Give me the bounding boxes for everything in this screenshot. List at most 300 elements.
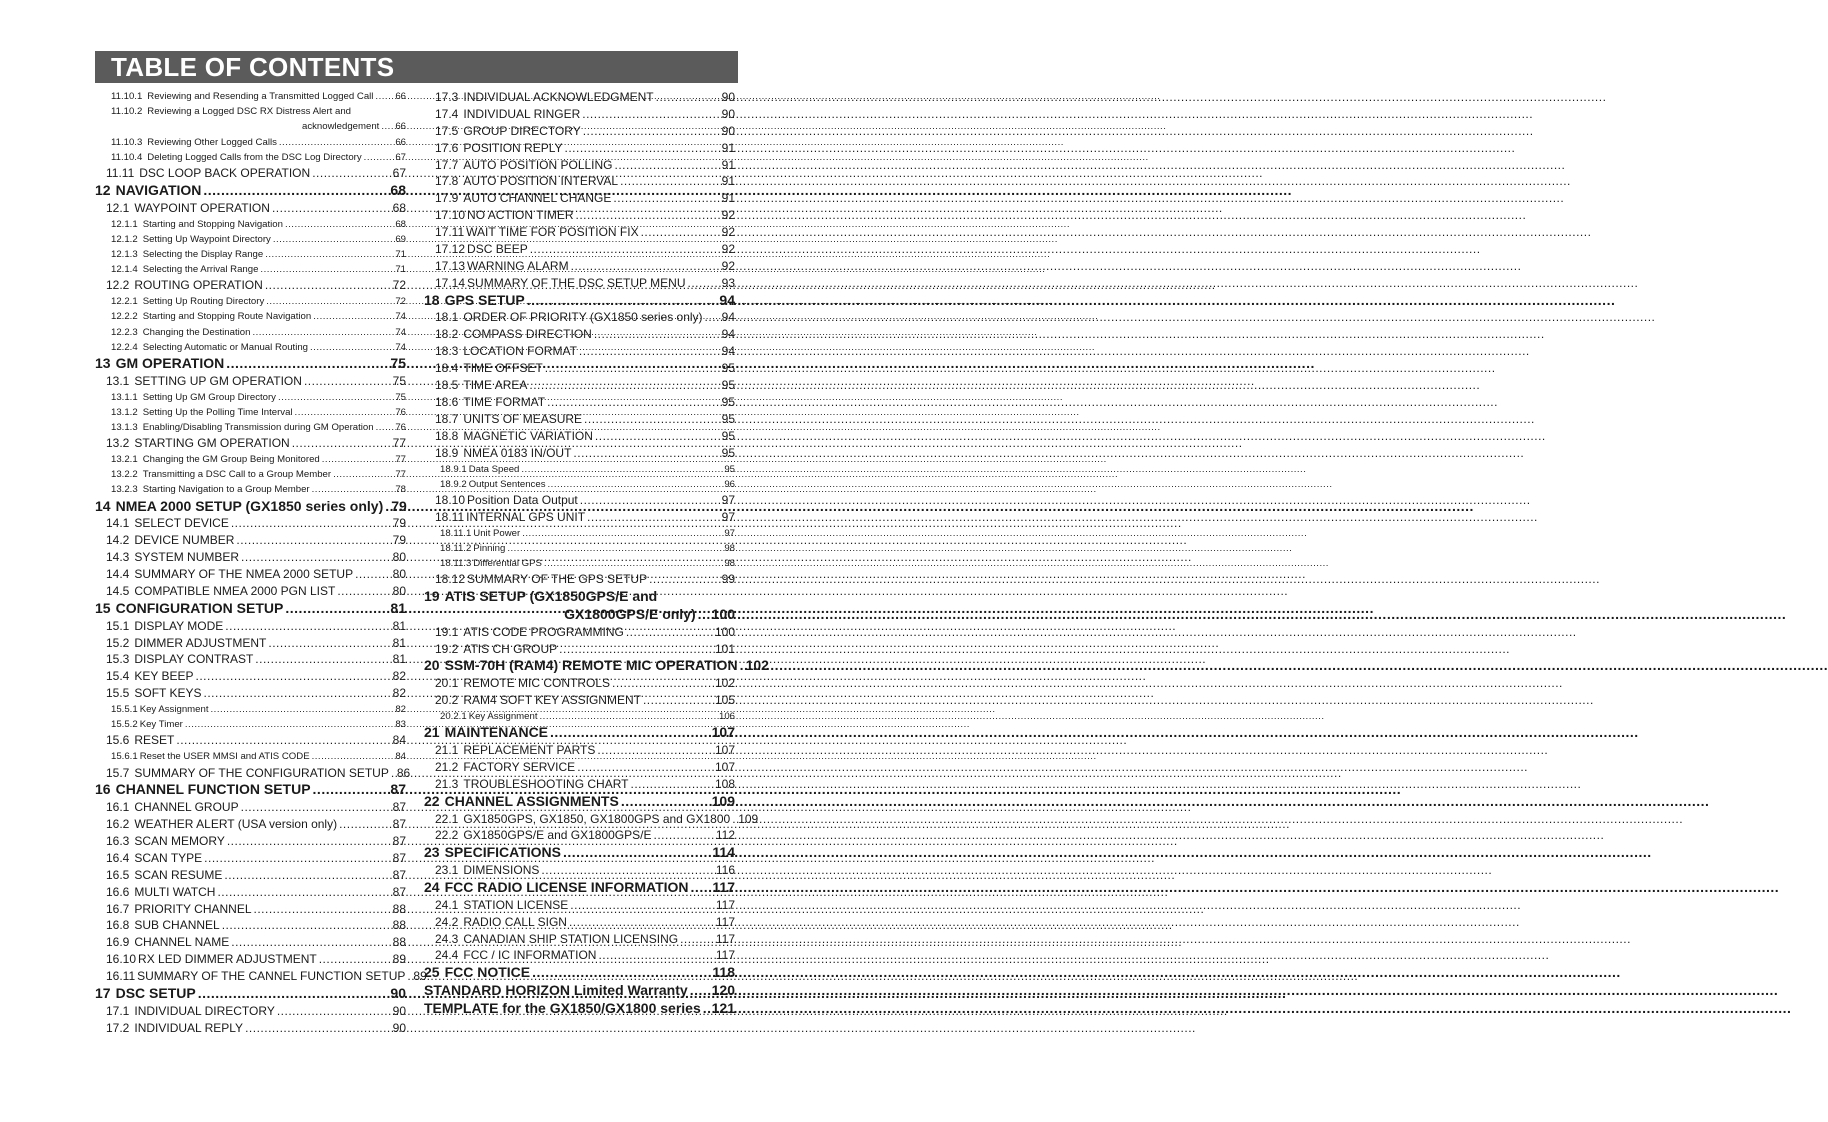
toc-entry-24-1[interactable] xyxy=(424,897,735,914)
toc-entry-number: 20 xyxy=(424,657,440,674)
toc-entry-16-10[interactable] xyxy=(95,951,406,968)
toc-entry-16-6[interactable] xyxy=(95,884,406,901)
toc-entry-title: FCC NOTICE xyxy=(444,964,531,981)
toc-entry-number: 12.1.3 xyxy=(111,248,138,260)
toc-entry-number: 17.11 xyxy=(435,225,465,240)
toc-entry-12-2-2[interactable] xyxy=(95,309,406,324)
toc-entry-title: ORDER OF PRIORITY (GX1850 series only) xyxy=(463,310,703,325)
toc-entry-template-for-the-gx1850-gx1800-series[interactable] xyxy=(424,1000,735,1018)
toc-page-number: 72 xyxy=(395,296,406,308)
toc-page-number: 86 xyxy=(396,765,411,780)
toc-entry-number: 25 xyxy=(424,964,440,981)
toc-entry-number: 15.5 xyxy=(106,686,130,701)
toc-page-number: 97 xyxy=(724,527,735,539)
toc-entry-number: 12.2.2 xyxy=(111,311,138,323)
toc-entry-title: STATION LICENSE xyxy=(463,897,569,912)
toc-entry-13-1-1[interactable] xyxy=(95,390,406,405)
toc-entry-title: CONFIGURATION SETUP xyxy=(115,599,284,616)
toc-page-number: 90 xyxy=(721,106,735,121)
toc-entry-number: 15.4 xyxy=(106,669,130,684)
toc-dot-leader xyxy=(312,165,390,182)
toc-page-number: 95 xyxy=(721,361,735,376)
toc-page-number: 109 xyxy=(738,811,759,826)
toc-entry-17-10[interactable] xyxy=(424,207,735,224)
toc-dot-leader xyxy=(231,934,390,951)
toc-entry-12-2-1[interactable] xyxy=(95,294,406,309)
toc-entry-18-11-3[interactable] xyxy=(424,556,735,571)
toc-dot-leader xyxy=(643,692,713,709)
toc-entry-17-6[interactable] xyxy=(424,140,735,157)
toc-entry-15-6-1[interactable] xyxy=(95,749,406,764)
toc-page-number: 90 xyxy=(390,985,406,1002)
toc-entry-number: 13.2 xyxy=(106,436,130,451)
toc-entry-17-9[interactable] xyxy=(424,190,735,207)
toc-entry-number: 17.14 xyxy=(435,275,466,290)
toc-dot-leader xyxy=(204,685,391,702)
toc-dot-leader xyxy=(740,657,744,675)
toc-entry-16-5[interactable] xyxy=(95,867,406,884)
toc-entry-19-2[interactable] xyxy=(424,641,735,658)
toc-page-number: 97 xyxy=(721,509,735,524)
toc-entry-20[interactable] xyxy=(424,657,769,675)
toc-page-number: 87 xyxy=(392,867,406,882)
toc-entry-11-10-3[interactable] xyxy=(95,135,406,150)
toc-entry-18-3[interactable] xyxy=(424,343,735,360)
toc-entry-19-1[interactable] xyxy=(424,624,735,641)
toc-left-column xyxy=(95,89,427,1037)
toc-entry-title: SSM-70H (RAM4) REMOTE MIC OPERATION xyxy=(444,657,738,674)
toc-page-number: 88 xyxy=(392,901,406,916)
toc-entry-20-2[interactable] xyxy=(424,692,735,709)
toc-page-number: 90 xyxy=(392,1020,406,1035)
toc-entry-18-10[interactable] xyxy=(424,492,735,509)
toc-entry-11-10-1[interactable] xyxy=(95,89,406,104)
toc-entry-title: REPLACEMENT PARTS xyxy=(463,743,596,758)
toc-page-number: 96 xyxy=(724,478,735,490)
toc-entry-title: SUMMARY OF THE NMEA 2000 SETUP xyxy=(134,567,354,582)
toc-entry-18-2[interactable] xyxy=(424,326,735,343)
toc-entry-number: 12 xyxy=(95,181,111,198)
toc-entry-24[interactable] xyxy=(424,879,735,897)
toc-entry-number: 18.9.2 xyxy=(440,478,467,490)
toc-page-number: 68 xyxy=(392,200,406,215)
toc-entry-16-4[interactable] xyxy=(95,850,406,867)
toc-page-number: 95 xyxy=(721,394,735,409)
toc-dot-leader xyxy=(597,742,713,759)
toc-dot-leader xyxy=(255,651,390,668)
toc-entry-number: 21.3 xyxy=(435,776,459,791)
toc-entry-title: MAINTENANCE xyxy=(444,724,549,741)
toc-entry-11-10-2[interactable] xyxy=(95,104,406,119)
toc-entry-title: COMPASS DIRECTION xyxy=(463,327,592,342)
toc-entry-16-2[interactable] xyxy=(95,816,406,833)
toc-dot-leader xyxy=(615,157,720,174)
toc-entry-number: 13.2.2 xyxy=(111,469,138,481)
toc-entry-13-2-3[interactable] xyxy=(95,482,406,497)
page-title: TABLE OF CONTENTS xyxy=(95,51,738,83)
toc-entry-number: 16.10 xyxy=(106,952,137,967)
toc-entry-14-4[interactable] xyxy=(95,566,406,583)
toc-entry-title: DSC SETUP xyxy=(115,985,196,1002)
toc-entry-14-3[interactable] xyxy=(95,549,406,566)
toc-entry-18-11[interactable] xyxy=(424,509,735,526)
toc-entry-17-1[interactable] xyxy=(95,1003,406,1020)
toc-entry-title: MULTI WATCH xyxy=(134,884,216,899)
toc-entry-17-8[interactable] xyxy=(424,173,735,190)
toc-entry-number: 16.5 xyxy=(106,867,130,882)
toc-entry-number: 18.9 xyxy=(435,445,459,460)
toc-entry-number: 12.2 xyxy=(106,278,130,293)
toc-entry-13[interactable] xyxy=(95,355,406,373)
toc-dot-leader xyxy=(304,373,391,390)
toc-entry-17-5[interactable] xyxy=(424,123,735,140)
toc-entry-number: 18.8 xyxy=(435,428,459,443)
toc-entry-title: Reset the USER MMSI and ATIS CODE xyxy=(139,751,310,763)
toc-entry-23-1[interactable] xyxy=(424,862,735,879)
toc-entry-18-11-1[interactable] xyxy=(424,526,735,541)
toc-page-number: 107 xyxy=(714,743,735,758)
toc-dot-leader xyxy=(680,931,714,948)
toc-entry-12-2-3[interactable] xyxy=(95,325,406,340)
toc-page-number: 66 xyxy=(395,136,406,148)
toc-entry-13-2[interactable] xyxy=(95,435,406,452)
toc-entry-number: 15 xyxy=(95,599,111,616)
toc-page-number: 66 xyxy=(395,121,406,133)
toc-dot-leader xyxy=(295,405,394,420)
toc-dot-leader xyxy=(217,884,390,901)
toc-entry-16-1[interactable] xyxy=(95,799,406,816)
toc-entry-12-1-3[interactable] xyxy=(95,247,406,262)
toc-entry-title: NMEA 2000 SETUP (GX1850 series only) xyxy=(115,497,384,514)
toc-entry-title: WEATHER ALERT (USA version only) xyxy=(134,817,338,832)
toc-entry-18-12[interactable] xyxy=(424,571,735,588)
toc-entry-13-2-1[interactable] xyxy=(95,452,406,467)
toc-page-number: 95 xyxy=(721,428,735,443)
toc-entry-12[interactable] xyxy=(95,182,406,200)
toc-entry-21-1[interactable] xyxy=(424,742,735,759)
toc-entry-14-2[interactable] xyxy=(95,532,406,549)
toc-page-number: 68 xyxy=(395,218,406,230)
toc-entry-title: AUTO CHANNEL CHANGE xyxy=(463,191,612,206)
toc-entry-15-2[interactable] xyxy=(95,635,406,652)
toc-entry-number: 24.1 xyxy=(435,897,459,912)
toc-entry-12-1-2[interactable] xyxy=(95,232,406,247)
toc-entry-title: WAIT TIME FOR POSITION FIX xyxy=(466,225,639,240)
toc-entry-number: 20.1 xyxy=(435,676,459,691)
toc-entry-17-13[interactable] xyxy=(424,258,735,275)
toc-dot-leader xyxy=(252,325,393,340)
toc-dot-leader xyxy=(224,867,390,884)
toc-dot-leader xyxy=(285,600,388,618)
toc-entry-title: INTERNAL GPS UNIT xyxy=(466,509,586,524)
toc-entry-17-14[interactable] xyxy=(424,275,735,292)
toc-entry-12-1-1[interactable] xyxy=(95,217,406,232)
toc-entry-title: GX1850GPS, GX1850, GX1800GPS and GX1800 xyxy=(463,811,731,826)
toc-entry-gx1800gps-e-only[interactable] xyxy=(424,606,735,624)
toc-page-number: 82 xyxy=(395,704,406,716)
toc-page-number: 67 xyxy=(395,151,406,163)
toc-entry-18-1[interactable] xyxy=(424,309,735,326)
toc-page-number: 107 xyxy=(711,724,735,741)
toc-entry-18-5[interactable] xyxy=(424,377,735,394)
toc-entry-title: ATIS CODE PROGRAMMING xyxy=(463,624,624,639)
toc-page-number: 102 xyxy=(714,676,735,691)
toc-page-number: 95 xyxy=(721,411,735,426)
toc-entry-19[interactable] xyxy=(424,588,735,606)
toc-entry-18-6[interactable] xyxy=(424,394,735,411)
toc-entry-16[interactable] xyxy=(95,781,406,799)
toc-page-number: 71 xyxy=(395,248,406,260)
toc-entry-17-2[interactable] xyxy=(95,1020,406,1037)
toc-dot-leader xyxy=(580,492,720,509)
toc-entry-number: 12.1.2 xyxy=(111,233,138,245)
toc-page-number: 87 xyxy=(390,781,406,798)
toc-entry-24-3[interactable] xyxy=(424,931,735,948)
toc-entry-title: CHANNEL GROUP xyxy=(134,800,239,815)
toc-entry-22-2[interactable] xyxy=(424,827,735,844)
toc-page-number: 77 xyxy=(392,436,406,451)
toc-entry-title: DIMMER ADJUSTMENT xyxy=(134,635,267,650)
toc-entry-number: 20.2.1 xyxy=(440,711,467,723)
toc-entry-title: Output Sentences xyxy=(468,478,546,490)
toc-entry-number: 17.4 xyxy=(435,106,459,121)
toc-entry-16-8[interactable] xyxy=(95,917,406,934)
toc-entry-13-1-3[interactable] xyxy=(95,420,406,435)
toc-page-number: 99 xyxy=(721,572,735,587)
toc-page-number: 117 xyxy=(715,931,735,946)
toc-entry-13-2-2[interactable] xyxy=(95,467,406,482)
toc-page-number: 88 xyxy=(392,935,406,950)
toc-entry-title: Setting Up Waypoint Directory xyxy=(142,233,271,245)
toc-entry-17[interactable] xyxy=(95,985,406,1003)
toc-page-number: 102 xyxy=(745,657,769,674)
toc-dot-leader xyxy=(313,309,393,324)
toc-entry-13-1-2[interactable] xyxy=(95,405,406,420)
toc-dot-leader xyxy=(322,452,394,467)
toc-entry-16-3[interactable] xyxy=(95,833,406,850)
toc-entry-17-4[interactable] xyxy=(424,106,735,123)
toc-entry-title: STARTING GM OPERATION xyxy=(134,436,290,451)
toc-entry-22[interactable] xyxy=(424,793,735,811)
toc-entry-11-10-4[interactable] xyxy=(95,150,406,165)
toc-dot-leader xyxy=(530,241,720,258)
toc-entry-number: 15.1 xyxy=(106,618,130,633)
toc-entry-title: PRIORITY CHANNEL xyxy=(134,901,252,916)
toc-entry-number: 15.3 xyxy=(106,652,130,667)
toc-entry-12-2-4[interactable] xyxy=(95,340,406,355)
toc-entry-number: 16.8 xyxy=(106,918,130,933)
toc-page-number: 79 xyxy=(391,497,407,514)
toc-entry-12-1[interactable] xyxy=(95,200,406,217)
toc-entry-number: 15.2 xyxy=(106,635,130,650)
toc-page-number: 95 xyxy=(724,463,735,475)
toc-entry-number: 17.6 xyxy=(435,140,459,155)
toc-entry-acknowledgement[interactable] xyxy=(95,119,406,134)
toc-entry-number: 24 xyxy=(424,878,440,895)
toc-entry-24-4[interactable] xyxy=(424,947,735,964)
toc-entry-number: 23 xyxy=(424,844,440,861)
toc-entry-title: NMEA 0183 IN/OUT xyxy=(463,445,572,460)
toc-dot-leader xyxy=(563,844,710,862)
toc-page-number: 74 xyxy=(395,311,406,323)
toc-entry-15-6[interactable] xyxy=(95,732,406,749)
toc-entry-title: RESET xyxy=(134,733,175,748)
toc-dot-leader xyxy=(621,793,710,811)
toc-page-number: 77 xyxy=(395,469,406,481)
toc-entry-title: TROUBLESHOOTING CHART xyxy=(463,776,629,791)
toc-entry-18-7[interactable] xyxy=(424,411,735,428)
toc-entry-21-3[interactable] xyxy=(424,776,735,793)
toc-entry-20-2-1[interactable] xyxy=(424,709,735,724)
toc-page-number: 92 xyxy=(721,258,735,273)
toc-entry-18-9-1[interactable] xyxy=(424,462,735,477)
toc-dot-leader xyxy=(236,532,390,549)
toc-entry-title: RAM4 SOFT KEY ASSIGNMENT xyxy=(463,693,641,708)
toc-entry-17-7[interactable] xyxy=(424,157,735,174)
toc-dot-leader xyxy=(210,702,393,717)
toc-entry-15-5-1[interactable] xyxy=(95,702,406,717)
toc-entry-18-8[interactable] xyxy=(424,428,735,445)
toc-entry-16-11[interactable] xyxy=(95,968,427,985)
toc-entry-title: Starting and Stopping Navigation xyxy=(142,218,283,230)
toc-dot-leader xyxy=(265,247,393,262)
toc-entry-number: 14.4 xyxy=(106,567,130,582)
toc-entry-title: AUTO POSITION POLLING xyxy=(463,157,613,172)
toc-entry-11-11[interactable] xyxy=(95,165,406,182)
toc-entry-15-3[interactable] xyxy=(95,651,406,668)
toc-dot-leader xyxy=(688,275,720,292)
toc-entry-18-11-2[interactable] xyxy=(424,541,735,556)
toc-page-number: 94 xyxy=(721,327,735,342)
toc-entry-24-2[interactable] xyxy=(424,914,735,931)
toc-page-number: 79 xyxy=(392,516,406,531)
toc-entry-number: 11.10.4 xyxy=(111,151,143,163)
toc-page-number: 76 xyxy=(395,421,406,433)
toc-entry-18-4[interactable] xyxy=(424,360,735,377)
toc-entry-20-1[interactable] xyxy=(424,675,735,692)
toc-entry-number: 15.7 xyxy=(106,765,130,780)
toc-entry-title: ROUTING OPERATION xyxy=(134,278,263,293)
toc-entry-14-5[interactable] xyxy=(95,583,406,600)
toc-entry-number: 12.1.1 xyxy=(111,218,138,230)
toc-entry-25[interactable] xyxy=(424,964,735,982)
toc-entry-title: SELECT DEVICE xyxy=(134,516,229,531)
toc-entry-title: SUMMARY OF THE CANNEL FUNCTION SETUP xyxy=(137,969,406,984)
toc-dot-leader xyxy=(579,343,720,360)
toc-entry-13-1[interactable] xyxy=(95,373,406,390)
toc-entry-21-2[interactable] xyxy=(424,759,735,776)
toc-page-number: 91 xyxy=(721,140,735,155)
toc-entry-number: 11.10.2 xyxy=(111,106,143,118)
toc-page-number: 117 xyxy=(715,914,735,929)
toc-entry-number: 18.1 xyxy=(435,310,459,325)
toc-entry-17-3[interactable] xyxy=(424,89,735,106)
toc-page-number: 94 xyxy=(721,344,735,359)
toc-entry-title: Data Speed xyxy=(468,463,520,475)
toc-dot-leader xyxy=(583,123,720,140)
toc-page-number: 92 xyxy=(721,208,735,223)
toc-dot-leader xyxy=(656,89,720,106)
toc-entry-16-7[interactable] xyxy=(95,901,406,918)
toc-dot-leader xyxy=(260,262,393,277)
toc-entry-15-4[interactable] xyxy=(95,668,406,685)
toc-entry-14[interactable] xyxy=(95,498,406,516)
toc-entry-16-9[interactable] xyxy=(95,934,406,951)
toc-entry-title: GPS SETUP xyxy=(444,291,525,308)
toc-entry-number: 22 xyxy=(424,792,440,809)
toc-entry-title: Key Assignment xyxy=(468,711,538,723)
toc-dot-leader xyxy=(582,106,719,123)
toc-entry-14-1[interactable] xyxy=(95,515,406,532)
toc-entry-number: 17.12 xyxy=(435,242,466,257)
toc-entry-18[interactable] xyxy=(424,292,735,310)
toc-entry-number: 11.10.3 xyxy=(111,136,143,148)
toc-entry-15-7[interactable] xyxy=(95,765,411,782)
toc-dot-leader xyxy=(698,606,710,624)
toc-page-number: 84 xyxy=(392,733,406,748)
toc-dot-leader xyxy=(649,571,720,588)
toc-dot-leader xyxy=(279,135,393,150)
toc-entry-title: Differential GPS xyxy=(473,558,542,570)
toc-entry-15-5-2[interactable] xyxy=(95,717,406,732)
toc-entry-title: CHANNEL FUNCTION SETUP xyxy=(115,781,311,798)
toc-entry-15[interactable] xyxy=(95,600,406,618)
toc-dot-leader xyxy=(559,641,713,658)
toc-entry-standard-horizon-limited-warranty[interactable] xyxy=(424,982,735,1000)
toc-dot-leader xyxy=(571,258,720,275)
toc-dot-leader xyxy=(241,799,391,816)
toc-entry-23[interactable] xyxy=(424,844,735,862)
toc-entry-number: 19 xyxy=(424,588,440,605)
toc-entry-number: 21.2 xyxy=(435,759,459,774)
toc-entry-15-1[interactable] xyxy=(95,618,406,635)
toc-dot-leader xyxy=(548,477,723,492)
toc-page-number: 87 xyxy=(392,800,406,815)
toc-dot-leader xyxy=(355,566,391,583)
toc-page-number: 121 xyxy=(711,999,735,1016)
toc-dot-leader xyxy=(705,309,720,326)
toc-entry-number: 13.1 xyxy=(106,373,130,388)
toc-entry-title: SPECIFICATIONS xyxy=(444,844,561,861)
toc-entry-21[interactable] xyxy=(424,724,735,742)
toc-entry-number: 18.11.2 xyxy=(440,542,472,554)
toc-entry-number: 16.4 xyxy=(106,850,130,865)
toc-entry-22-1[interactable] xyxy=(424,811,759,828)
toc-dot-leader xyxy=(176,732,390,749)
toc-entry-18-9[interactable] xyxy=(424,445,735,462)
toc-dot-leader xyxy=(231,515,391,532)
toc-entry-title: LOCATION FORMAT xyxy=(463,344,577,359)
toc-dot-leader xyxy=(226,355,388,373)
toc-entry-number: 17.1 xyxy=(106,1003,130,1018)
toc-entry-number: 13.2.1 xyxy=(111,454,138,466)
toc-entry-number: 14.1 xyxy=(106,516,130,531)
toc-page-number: 87 xyxy=(392,817,406,832)
toc-page-number: 72 xyxy=(392,278,406,293)
toc-entry-title: SCAN TYPE xyxy=(134,850,203,865)
toc-entry-17-11[interactable] xyxy=(424,224,735,241)
toc-page-number: 93 xyxy=(721,275,735,290)
toc-entry-15-5[interactable] xyxy=(95,685,406,702)
toc-entry-number: 16.9 xyxy=(106,935,130,950)
toc-entry-title: Deleting Logged Calls from the DSC Log Directory xyxy=(147,151,362,163)
toc-entry-18-9-2[interactable] xyxy=(424,477,735,492)
toc-entry-number: 13 xyxy=(95,354,111,371)
toc-entry-title: Position Data Output xyxy=(467,492,578,507)
toc-entry-17-12[interactable] xyxy=(424,241,735,258)
toc-entry-12-1-4[interactable] xyxy=(95,262,406,277)
toc-entry-12-2[interactable] xyxy=(95,277,406,294)
